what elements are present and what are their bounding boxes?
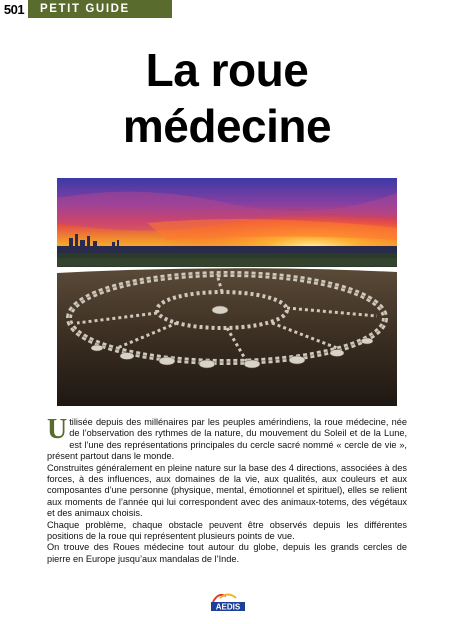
paragraph-2: Construites généralement en pleine nature sur la base des 4 directions, associées à des forces, à des influences, aux domaines de la vie, aux qualités, aux couleurs et aux composantes d’une personne (physique, mental, émotionnel et spirituel), elles se relient aux moments de l’année qui lui correspondent avec des animaux-totems, des végétaux et des animaux choisis. — [47, 462, 407, 519]
title-line-2: médecine — [122, 100, 332, 152]
publisher-logo — [210, 592, 246, 612]
paragraph-1-text: tilisée depuis des millénaires par les peuples amérindiens, la roue médecine, née de l’observation des rythmes de la nature, du mouvement du Soleil et de la Lune, est l’une des représentations principales du cercle sacré nommé « cercle de vie », présent partout dans le monde. — [47, 417, 407, 462]
paragraph-1 — [47, 414, 407, 463]
series-name: PETIT GUIDE — [40, 3, 130, 15]
series-banner — [0, 0, 172, 18]
series-number: 501 — [0, 0, 30, 18]
page-title — [0, 42, 454, 154]
aedis-logo-icon — [210, 592, 246, 612]
photo-credit: © Shutterstock — [448, 548, 453, 578]
paragraph-3: Chaque problème, chaque obstacle peuvent être observés depuis les différentes positions de la roue qui représentent plusieurs points de vue. — [47, 519, 407, 542]
paragraph-4: On trouve des Roues médecine tout autour du globe, depuis les grands cercles de pierre en Europe jusqu’aux mandalas de l’Inde. — [47, 542, 407, 564]
logo-text: AEDIS — [215, 602, 241, 612]
body-text — [47, 414, 407, 565]
title-line-1: La roue — [145, 44, 309, 96]
medicine-wheel-photo — [57, 178, 397, 406]
drop-cap: U — [47, 414, 68, 445]
